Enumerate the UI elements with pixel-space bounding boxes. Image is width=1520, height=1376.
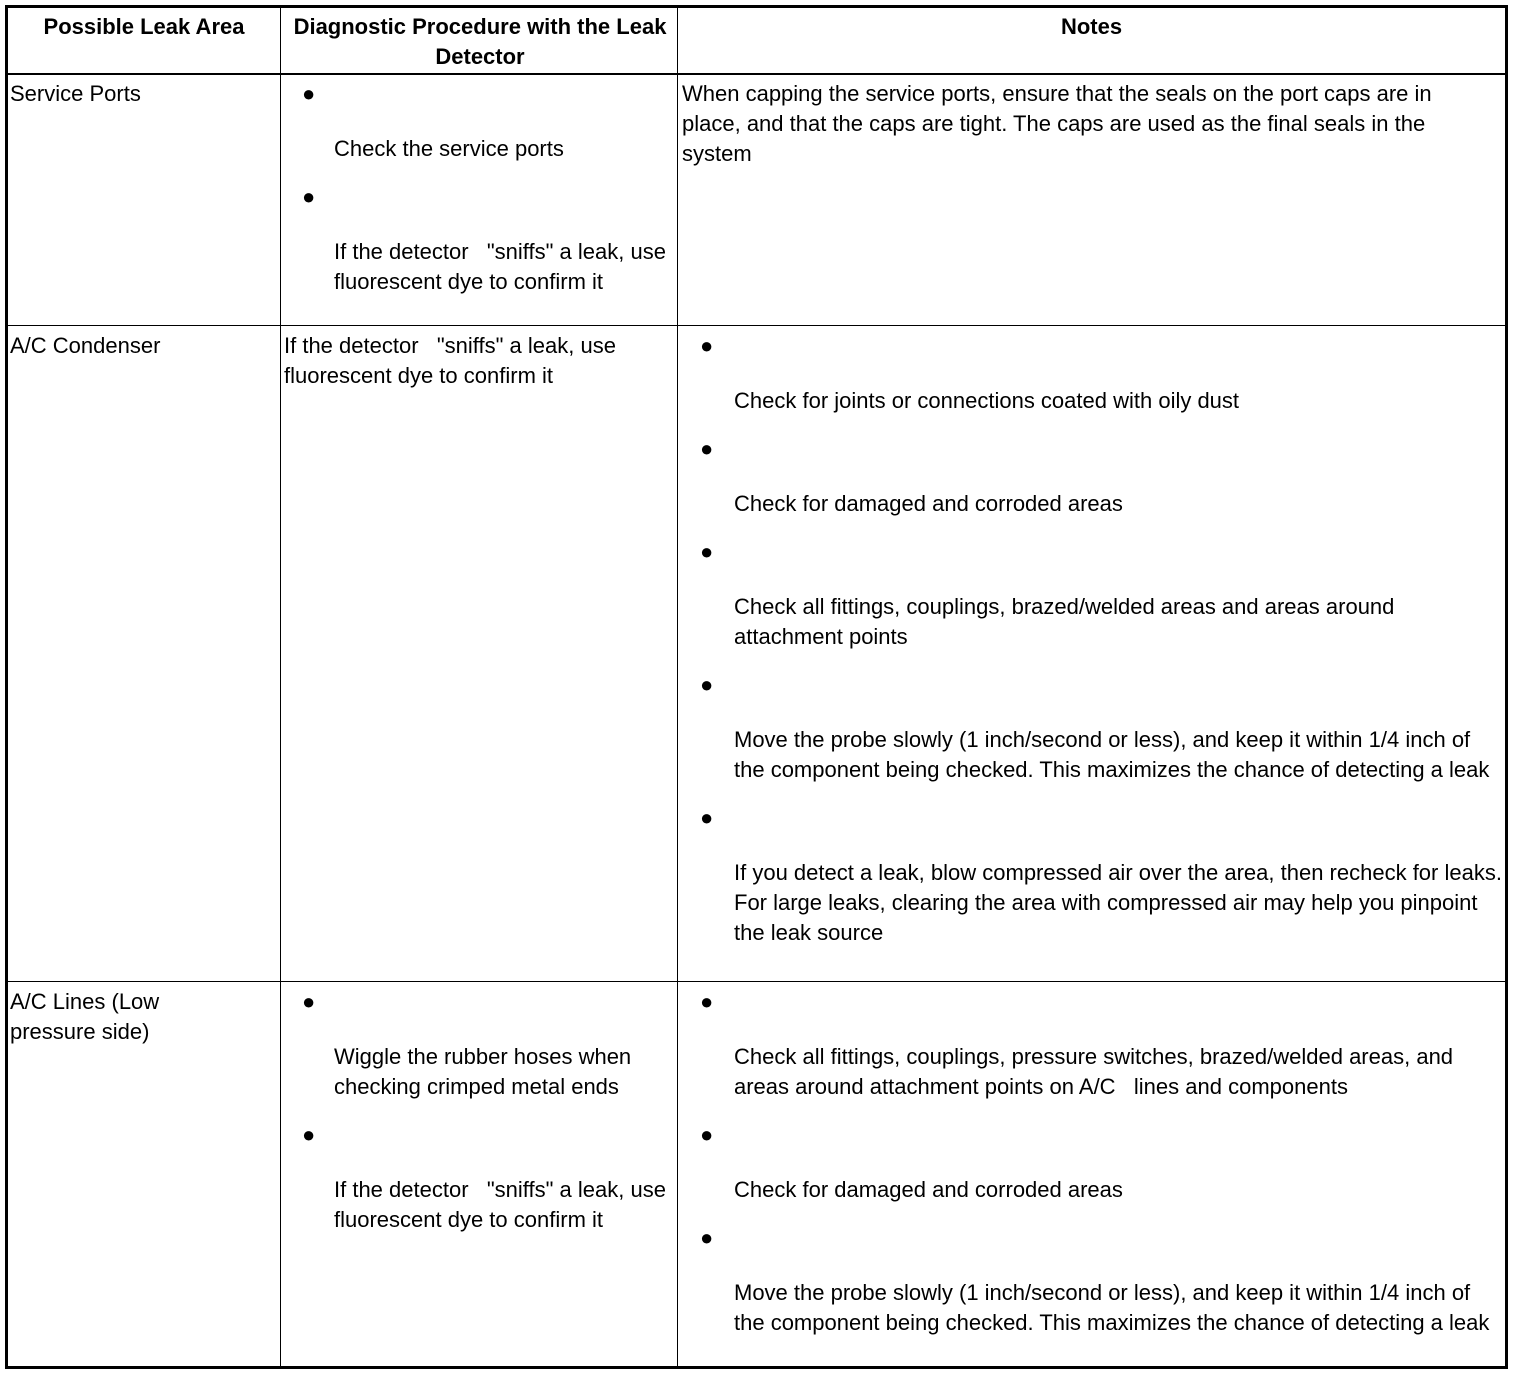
header-notes: Notes [1060,14,1123,39]
list-item-text: Wiggle the rubber hoses when checking crimped metal ends [334,1044,632,1099]
list-item [302,1120,674,1235]
header-procedure: Diagnostic Procedure with the Leak Detector [293,14,667,69]
leak-detection-table [5,5,1508,1369]
bullet-icon: ● [302,184,316,209]
list-item [700,803,1505,948]
list-item [700,1120,1505,1205]
list-item-text: Move the probe slowly (1 inch/second or less), and keep it within 1/4 inch of the component being checked. This maximizes the chance of detecting a leak [734,727,1490,782]
row-service-ports-area: Service Ports [10,81,141,106]
row-divider [8,325,1505,326]
list-item [700,331,1505,416]
list-item [700,987,1505,1102]
row-condenser-area: A/C Condenser [10,333,161,358]
row-condenser-procedure: If the detector "sniffs" a leak, use fluorescent dye to confirm it [284,333,616,388]
list-item-text: If the detector "sniffs" a leak, use fluorescent dye to confirm it [334,1177,666,1232]
list-item-text: Check for joints or connections coated with oily dust [734,388,1240,413]
list-item [302,987,674,1102]
list-item [302,79,674,164]
row-ac-lines-procedure [302,987,674,1365]
column-divider [677,8,678,1366]
bullet-icon: ● [700,989,714,1014]
row-service-ports-notes: When capping the service ports, ensure that the seals on the port caps are in place, and that the caps are tight. The caps are used as the final seals in the system [682,81,1432,166]
row-service-ports-procedure [302,79,674,323]
header-divider [8,73,1505,75]
bullet-icon: ● [700,539,714,564]
list-item [302,182,674,297]
bullet-icon: ● [302,1122,316,1147]
list-item [700,434,1505,519]
row-ac-lines-area: A/C Lines (Low pressure side) [10,989,160,1044]
bullet-icon: ● [700,672,714,697]
header-area: Possible Leak Area [43,14,245,39]
bullet-icon: ● [700,333,714,358]
list-item [700,1223,1505,1338]
bullet-icon: ● [700,805,714,830]
column-divider [280,8,281,1366]
row-condenser-notes [700,331,1505,979]
bullet-icon: ● [700,1122,714,1147]
bullet-icon: ● [700,436,714,461]
list-item-text: Check for damaged and corroded areas [734,1177,1123,1202]
row-divider [8,981,1505,982]
list-item-text: Check all fittings, couplings, brazed/welded areas and areas around attachment points [734,594,1395,649]
list-item-text: Check the service ports [334,136,564,161]
row-ac-lines-notes [700,987,1505,1365]
bullet-icon: ● [700,1225,714,1250]
list-item-text: Move the probe slowly (1 inch/second or less), and keep it within 1/4 inch of the component being checked. This maximizes the chance of detecting a leak [734,1280,1490,1335]
list-item [700,537,1505,652]
list-item-text: Check for damaged and corroded areas [734,491,1123,516]
list-item [700,670,1505,785]
list-item-text: Check all fittings, couplings, pressure switches, brazed/welded areas, and areas around attachment points on A/C lines and components [734,1044,1454,1099]
bullet-icon: ● [302,989,316,1014]
list-item-text: If you detect a leak, blow compressed air over the area, then recheck for leaks. For large leaks, clearing the area with compressed air may help you pinpoint the leak source [734,860,1502,945]
bullet-icon: ● [302,81,316,106]
list-item-text: If the detector "sniffs" a leak, use fluorescent dye to confirm it [334,239,666,294]
